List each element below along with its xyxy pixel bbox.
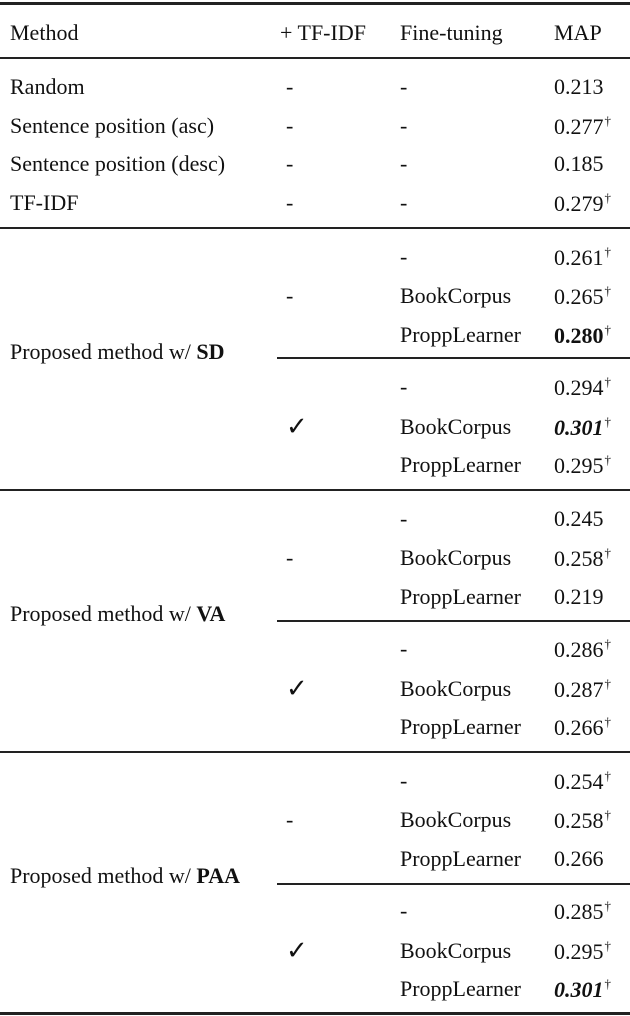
significance-dagger: †: [604, 676, 611, 691]
map-value: [554, 191, 611, 215]
map-number: 0.245: [554, 506, 604, 531]
map-number: 0.285: [554, 899, 604, 924]
map-number: 0.254: [554, 769, 604, 794]
significance-dagger: †: [604, 283, 611, 298]
map-value: [554, 76, 604, 98]
header-finetuning: Fine-tuning: [400, 20, 503, 45]
method-name: Sentence position (desc): [10, 151, 226, 176]
map-number: 0.261: [554, 245, 604, 270]
map-value: [554, 114, 611, 138]
tfidf-flag: -: [286, 807, 294, 832]
method-variant: PAA: [196, 863, 240, 888]
finetuning-value: -: [400, 190, 408, 215]
map-number: 0.213: [554, 74, 604, 99]
bottom-rule: [0, 1012, 630, 1015]
map-number: 0.266: [554, 715, 604, 740]
va-end-rule: [0, 751, 630, 753]
header-tfidf: + TF-IDF: [280, 20, 366, 45]
method-name: TF-IDF: [10, 190, 79, 215]
map-number: 0.295: [554, 939, 604, 964]
significance-dagger: †: [604, 545, 611, 560]
baseline-rule: [0, 227, 630, 229]
tfidf-flag: -: [286, 74, 294, 99]
finetuning-value: -: [400, 898, 408, 923]
finetuning-value: BookCorpus: [400, 807, 512, 832]
checkmark-icon: ✓: [286, 412, 308, 441]
map-number: 0.265: [554, 284, 604, 309]
significance-dagger: †: [604, 938, 611, 953]
group-method-name: [10, 603, 225, 625]
map-number: 0.301: [554, 977, 604, 1002]
significance-dagger: †: [604, 452, 611, 467]
significance-dagger: †: [604, 374, 611, 389]
group-method-name: [10, 865, 240, 887]
significance-dagger: †: [604, 414, 611, 429]
map-number: 0.301: [554, 415, 604, 440]
map-number: 0.185: [554, 151, 604, 176]
finetuning-value: ProppLearner: [400, 714, 521, 739]
finetuning-value: BookCorpus: [400, 938, 512, 963]
map-value: [554, 284, 611, 308]
map-value: [554, 899, 611, 923]
map-value: [554, 637, 611, 661]
finetuning-value: -: [400, 244, 408, 269]
map-number: 0.219: [554, 584, 604, 609]
finetuning-value: -: [400, 374, 408, 399]
map-value: [554, 977, 611, 1001]
significance-dagger: †: [604, 113, 611, 128]
method-prefix: Proposed method w/: [10, 339, 197, 364]
finetuning-value: ProppLearner: [400, 584, 521, 609]
significance-dagger: †: [604, 322, 611, 337]
method-name: Random: [10, 74, 85, 99]
map-number: 0.258: [554, 546, 604, 571]
finetuning-value: -: [400, 768, 408, 793]
finetuning-value: BookCorpus: [400, 283, 512, 308]
map-value: [554, 508, 604, 530]
map-number: 0.295: [554, 453, 604, 478]
map-value: [554, 415, 611, 439]
top-rule: [0, 2, 630, 5]
finetuning-value: BookCorpus: [400, 414, 512, 439]
method-prefix: Proposed method w/: [10, 601, 197, 626]
significance-dagger: †: [604, 244, 611, 259]
map-number: 0.258: [554, 808, 604, 833]
finetuning-value: -: [400, 506, 408, 531]
map-number: 0.286: [554, 637, 604, 662]
method-name: Sentence position (asc): [10, 113, 215, 138]
significance-dagger: †: [604, 807, 611, 822]
finetuning-value: -: [400, 74, 408, 99]
map-value: [554, 453, 611, 477]
map-value: [554, 323, 611, 347]
map-value: [554, 769, 611, 793]
finetuning-value: ProppLearner: [400, 452, 521, 477]
map-number: 0.277: [554, 114, 604, 139]
checkmark-icon: ✓: [286, 674, 308, 703]
significance-dagger: †: [604, 636, 611, 651]
header-map: MAP: [554, 20, 602, 45]
map-number: 0.279: [554, 191, 604, 216]
finetuning-value: ProppLearner: [400, 322, 521, 347]
paa-mid-rule: [277, 883, 630, 885]
significance-dagger: †: [604, 190, 611, 205]
significance-dagger: †: [604, 768, 611, 783]
group-method-name: [10, 341, 225, 363]
finetuning-value: -: [400, 151, 408, 176]
header-method: Method: [10, 20, 79, 45]
map-value: [554, 586, 604, 608]
finetuning-value: ProppLearner: [400, 846, 521, 871]
map-value: [554, 848, 604, 870]
method-variant: VA: [196, 601, 226, 626]
tfidf-flag: -: [286, 151, 294, 176]
finetuning-value: BookCorpus: [400, 676, 512, 701]
finetuning-value: ProppLearner: [400, 976, 521, 1001]
map-value: [554, 375, 611, 399]
header-rule: [0, 57, 630, 59]
sd-end-rule: [0, 489, 630, 491]
finetuning-value: BookCorpus: [400, 545, 512, 570]
method-variant: SD: [196, 339, 225, 364]
tfidf-flag: -: [286, 283, 294, 308]
map-value: [554, 715, 611, 739]
significance-dagger: †: [604, 714, 611, 729]
tfidf-flag: -: [286, 545, 294, 570]
map-number: 0.294: [554, 375, 604, 400]
finetuning-value: -: [400, 113, 408, 138]
finetuning-value: -: [400, 636, 408, 661]
map-value: [554, 808, 611, 832]
tfidf-flag: -: [286, 113, 294, 138]
map-value: [554, 546, 611, 570]
method-prefix: Proposed method w/: [10, 863, 197, 888]
map-number: 0.266: [554, 846, 604, 871]
map-value: [554, 153, 604, 175]
tfidf-flag: -: [286, 190, 294, 215]
va-mid-rule: [277, 620, 630, 622]
significance-dagger: †: [604, 976, 611, 991]
map-number: 0.280: [554, 323, 604, 348]
map-number: 0.287: [554, 677, 604, 702]
sd-mid-rule: [277, 357, 630, 359]
checkmark-icon: ✓: [286, 936, 308, 965]
map-value: [554, 939, 611, 963]
map-value: [554, 677, 611, 701]
significance-dagger: †: [604, 898, 611, 913]
map-value: [554, 245, 611, 269]
